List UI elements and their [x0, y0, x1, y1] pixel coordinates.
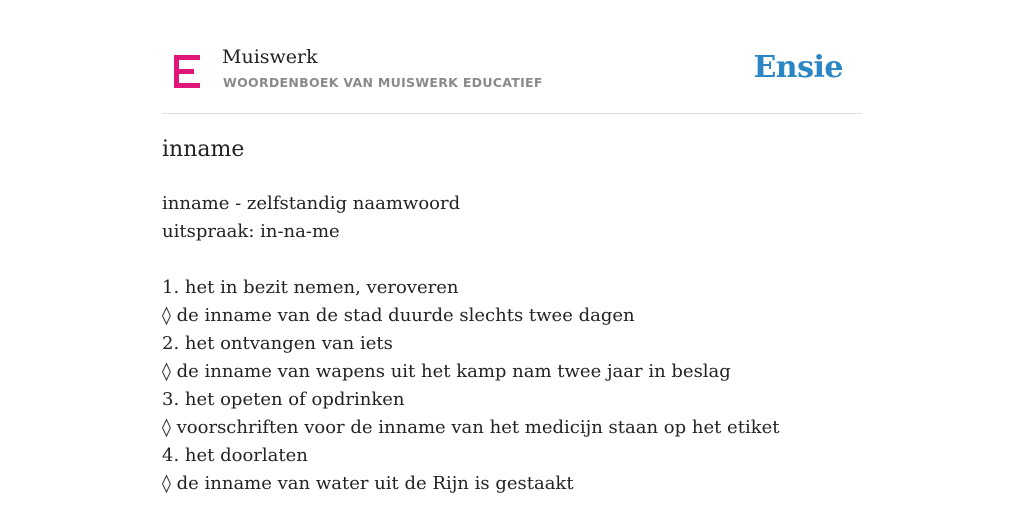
- sense-definition: 1. het in bezit nemen, veroveren: [162, 277, 459, 298]
- sense-example: ◊ de inname van water uit de Rijn is gestaakt: [162, 473, 574, 494]
- ensie-logo-link[interactable]: Ensie: [753, 50, 843, 85]
- sense-example: ◊ voorschriften voor de inname van het medicijn staan op het etiket: [162, 417, 780, 438]
- sense-definition: 4. het doorlaten: [162, 445, 308, 466]
- spacer: [162, 246, 862, 274]
- sense-example: ◊ de inname van de stad duurde slechts twee dagen: [162, 305, 635, 326]
- site-header: [162, 0, 862, 114]
- sense-definition: 2. het ontvangen van iets: [162, 333, 393, 354]
- dictionary-subtitle: WOORDENBOEK VAN MUISWERK EDUCATIEF: [223, 75, 543, 90]
- entry-body: [162, 190, 862, 498]
- muiswerk-logo-icon[interactable]: [174, 55, 200, 88]
- sense-example: ◊ de inname van wapens uit het kamp nam twee jaar in beslag: [162, 361, 731, 382]
- dictionary-title[interactable]: Muiswerk: [222, 46, 318, 68]
- entry-headword: inname: [162, 137, 245, 162]
- sense-definition: 3. het opeten of opdrinken: [162, 389, 405, 410]
- part-of-speech-line: inname - zelfstandig naamwoord: [162, 193, 461, 214]
- pronunciation-line: uitspraak: in-na-me: [162, 221, 340, 242]
